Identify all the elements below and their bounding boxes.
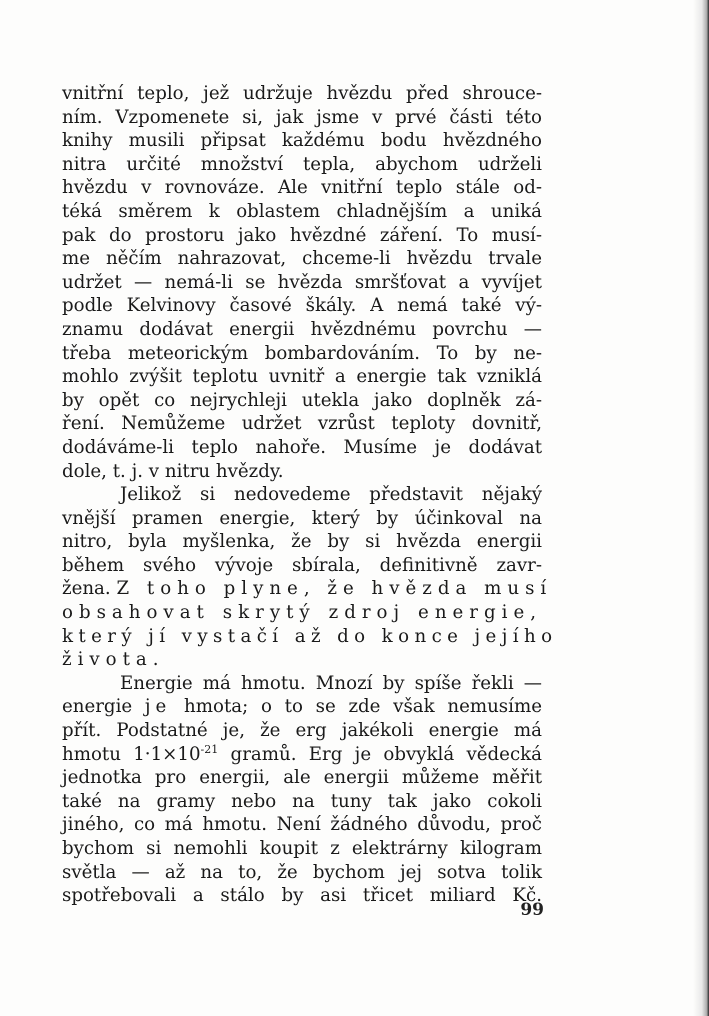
text-line: spotřebovali a stálo by asi třicet miliard Kč. [62, 885, 542, 907]
text-segment: žena. [62, 578, 111, 600]
text-line: jednotka pro energii, ale energii můžeme měřit [62, 767, 542, 789]
spaced-emphasis: je [144, 696, 172, 718]
text-line: také na gramy nebo na tuny tak jako cokoli [62, 790, 542, 812]
text-line: třeba meteorickým bombardováním. To by ne- [62, 342, 542, 364]
paragraph-3 [62, 672, 542, 908]
text-line: Energie má hmotu. Mnozí by spíše řekli — [120, 672, 542, 694]
spaced-emphasis-line: který jí vystačí až do konce jejího [62, 625, 558, 647]
text-segment: gramů. Erg je obvyklá vědecká [218, 743, 542, 765]
paragraph-2 [62, 483, 558, 672]
text-line: vnitřní teplo, jež udržuje hvězdu před shrouce- [62, 83, 542, 104]
text-line: přít. Podstatné je, že erg jakékoli energie má [62, 720, 542, 742]
text-line: me něčím nahrazovat, chceme-li hvězdu trvale [62, 248, 542, 270]
text-line: jiného, co má hmotu. Není žádného důvodu, proč [62, 814, 542, 836]
text-line: Jelikož si nedovedeme představit nějaký [120, 484, 542, 506]
text-line: ření. Nemůžeme udržet vzrůst teploty dovnitř, [62, 413, 542, 435]
text-line: nitra určité množství tepla, abychom udrželi [62, 153, 542, 175]
text-line: dodáváme-li teplo nahoře. Musíme je dodávat [62, 436, 542, 458]
text-line: vnější pramen energie, který by účinkoval na [62, 507, 542, 529]
page-number: 99 [520, 900, 544, 920]
exponent: -21 [200, 742, 219, 756]
text-line: světla — až na to, že bychom jej sotva tolik [62, 861, 542, 883]
spaced-emphasis-line: obsahovat skrytý zdroj energie, [62, 602, 542, 624]
spaced-emphasis-line: života. [62, 649, 165, 671]
text-line: knihy musili připsat každému bodu hvězdného [62, 130, 542, 152]
text-line: dole, t. j. v nitru hvězdy. [62, 460, 284, 482]
text-line: ním. Vzpomenete si, jak jsme v prvé části této [62, 106, 542, 128]
text-line [62, 577, 553, 601]
text-segment: hmota; o to se zde však nemusíme [184, 696, 542, 718]
text-line: znamu dodávat energii hvězdnému povrchu — [62, 318, 542, 340]
text-line: téká směrem k oblastem chladnějším a uniká [62, 200, 542, 222]
text-line: hvězdu v rovnováze. Ale vnitřní teplo stále od- [62, 177, 542, 199]
text-line [62, 695, 542, 719]
paragraph-1 [62, 82, 542, 483]
text-line: udržet — nemá-li se hvězda smršťovat a vyvíjet [62, 271, 542, 293]
text-segment: energie [62, 696, 133, 718]
text-line: pak do prostoru jako hvězdné záření. To musí- [62, 224, 542, 246]
text-line: mohlo zvýšit teplotu uvnitř a energie tak vzniklá [62, 366, 542, 388]
text-line: bychom si nemohli koupit z elektrárny kilogram [62, 838, 542, 859]
text-line: by opět co nejrychleji utekla jako doplněk zá- [62, 389, 542, 411]
body-text [62, 82, 558, 908]
text-segment: hmotu 1·1×10 [62, 743, 201, 765]
spaced-emphasis: Z toho plyne, že hvězda musí [116, 578, 553, 600]
text-line: podle Kelvinovy časové škály. A nemá také vý- [62, 295, 542, 317]
page-edge-shadow [693, 0, 709, 1016]
text-line [62, 743, 542, 767]
text-line: během svého vývoje sbírala, definitivně zavr- [62, 554, 542, 576]
text-line: nitro, byla myšlenka, že by si hvězda energii [62, 531, 542, 553]
